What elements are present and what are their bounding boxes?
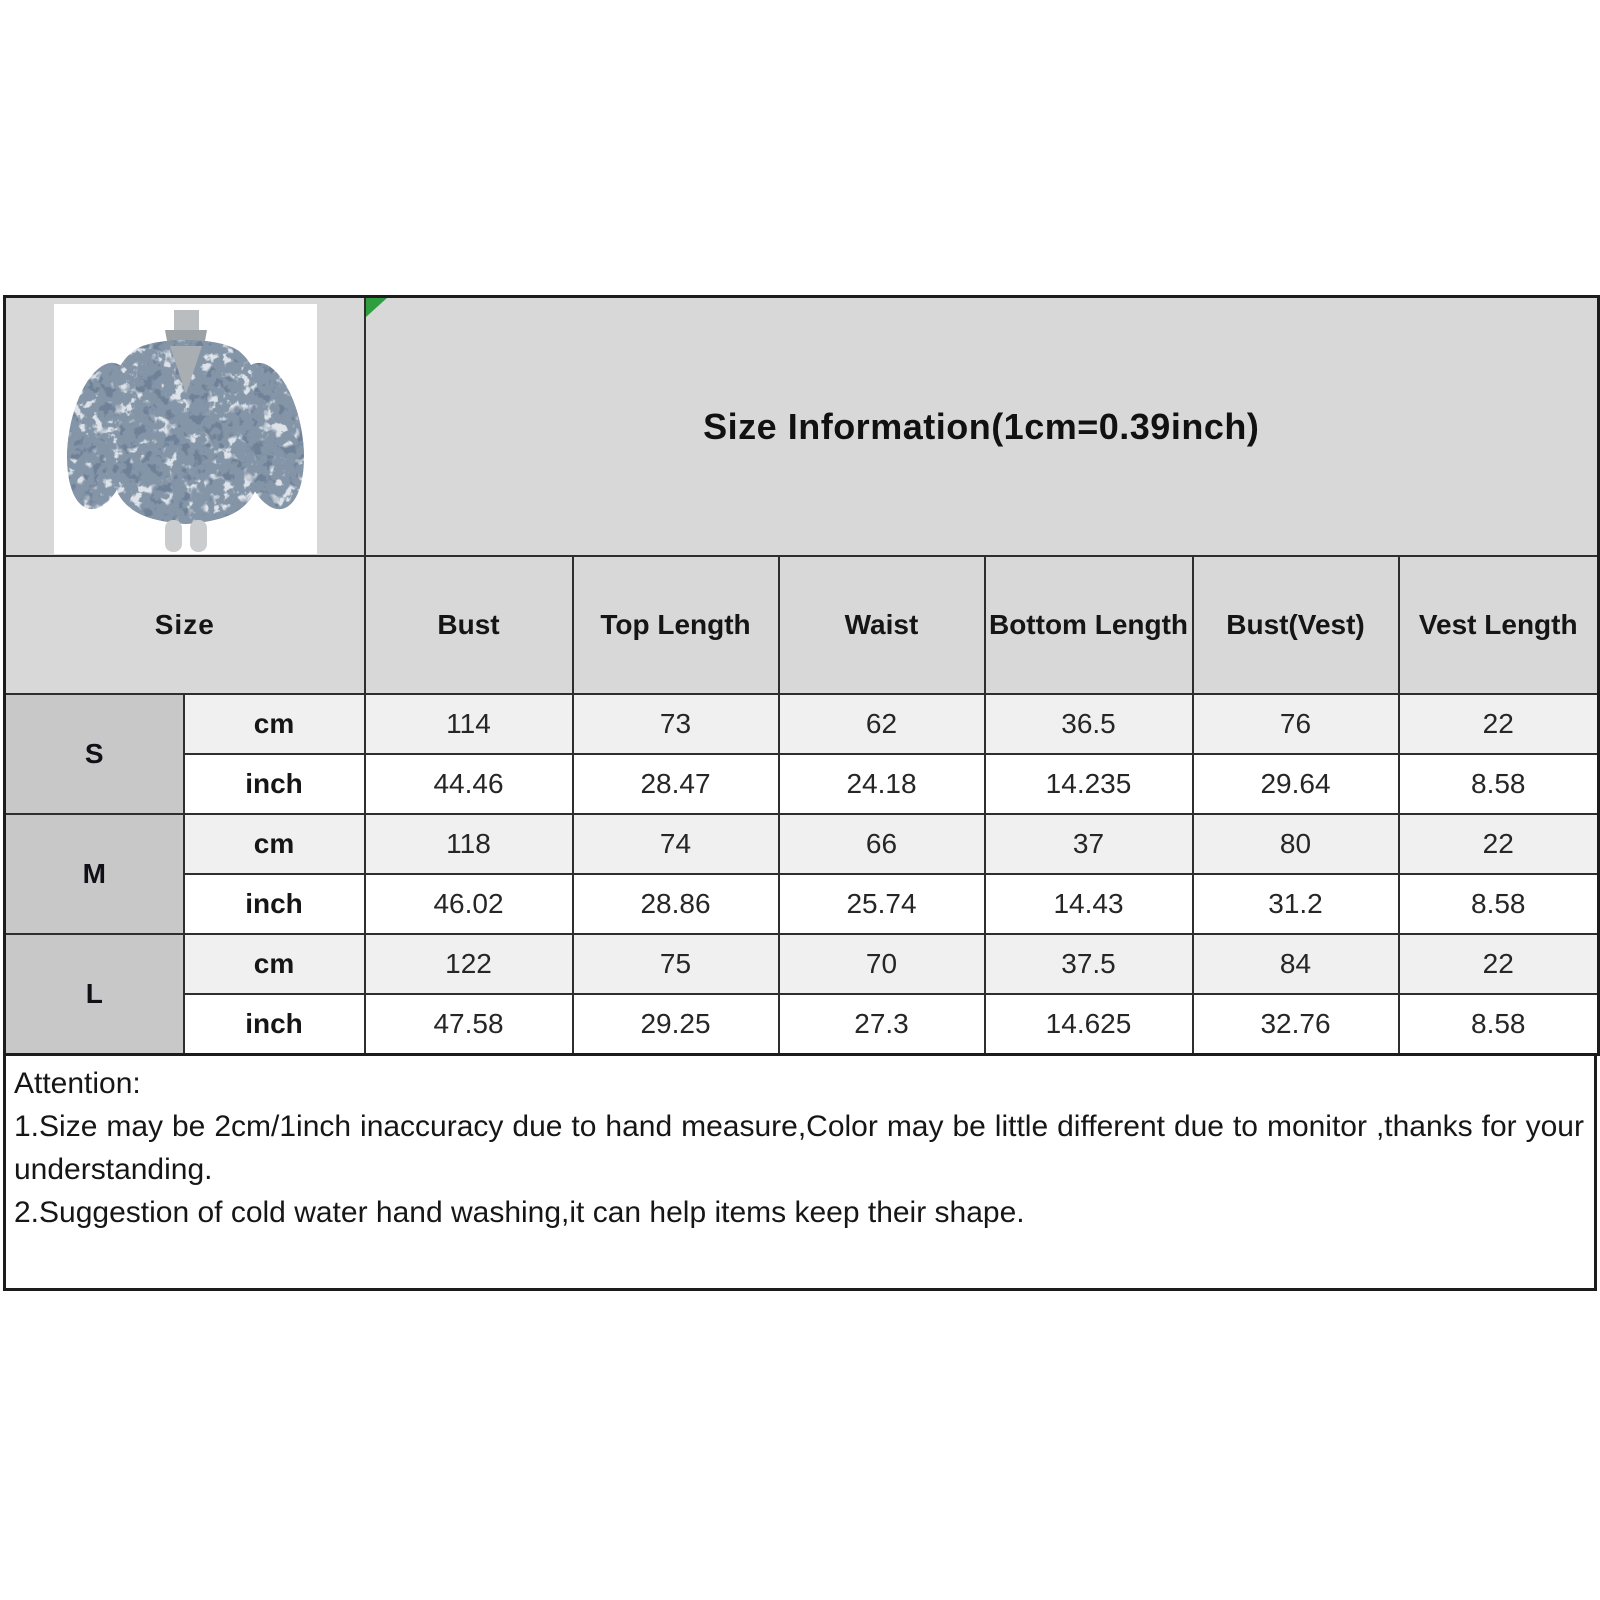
value-cell: 22 <box>1399 934 1599 994</box>
value-cell: 14.625 <box>985 994 1193 1055</box>
value-cell: 44.46 <box>365 754 573 814</box>
column-header-waist: Waist <box>779 556 985 694</box>
value-cell: 37.5 <box>985 934 1193 994</box>
value-cell: 22 <box>1399 694 1599 754</box>
value-cell: 73 <box>573 694 779 754</box>
column-header-bottom-length: Bottom Length <box>985 556 1193 694</box>
table-row-m-cm <box>5 814 1599 874</box>
value-cell: 14.235 <box>985 754 1193 814</box>
value-cell: 114 <box>365 694 573 754</box>
table-row-m-inch <box>5 874 1599 934</box>
value-cell: 70 <box>779 934 985 994</box>
column-header-bust-vest: Bust(Vest) <box>1193 556 1399 694</box>
value-cell: 46.02 <box>365 874 573 934</box>
value-cell: 76 <box>1193 694 1399 754</box>
unit-label-inch: inch <box>184 754 365 814</box>
column-header-vest-length: Vest Length <box>1399 556 1599 694</box>
value-cell: 31.2 <box>1193 874 1399 934</box>
value-cell: 66 <box>779 814 985 874</box>
unit-label-inch: inch <box>184 994 365 1055</box>
size-column-header: Size <box>5 556 365 694</box>
outfit-image <box>54 304 317 554</box>
attention-line-1: 1.Size may be 2cm/1inch inaccuracy due to hand measure,Color may be little different due to monitor ,thanks for your understanding. <box>14 1110 1584 1186</box>
attention-note <box>3 1056 1597 1291</box>
value-cell: 22 <box>1399 814 1599 874</box>
unit-label-inch: inch <box>184 874 365 934</box>
unit-label-cm: cm <box>184 934 365 994</box>
product-photo-cell <box>5 297 365 557</box>
table-row-s-inch <box>5 754 1599 814</box>
page-title: Size Information(1cm=0.39inch) <box>703 405 1260 447</box>
value-cell: 37 <box>985 814 1193 874</box>
value-cell: 28.47 <box>573 754 779 814</box>
table-row-s-cm <box>5 694 1599 754</box>
column-header-bust: Bust <box>365 556 573 694</box>
value-cell: 29.64 <box>1193 754 1399 814</box>
value-cell: 29.25 <box>573 994 779 1055</box>
size-row-label-s: S <box>5 694 184 814</box>
cell-corner-marker-icon <box>366 298 387 317</box>
title-cell <box>365 297 1599 557</box>
attention-heading: Attention: <box>14 1067 141 1100</box>
table-row-l-cm <box>5 934 1599 994</box>
value-cell: 32.76 <box>1193 994 1399 1055</box>
value-cell: 8.58 <box>1399 874 1599 934</box>
product-photo <box>54 304 317 554</box>
value-cell: 25.74 <box>779 874 985 934</box>
attention-line-2: 2.Suggestion of cold water hand washing,it can help items keep their shape. <box>14 1196 1025 1229</box>
unit-label-cm: cm <box>184 694 365 754</box>
value-cell: 122 <box>365 934 573 994</box>
table-row-l-inch <box>5 994 1599 1055</box>
value-cell: 75 <box>573 934 779 994</box>
size-table <box>3 295 1600 1056</box>
size-row-label-l: L <box>5 934 184 1055</box>
value-cell: 84 <box>1193 934 1399 994</box>
column-header-top-length: Top Length <box>573 556 779 694</box>
value-cell: 62 <box>779 694 985 754</box>
value-cell: 80 <box>1193 814 1399 874</box>
size-row-label-m: M <box>5 814 184 934</box>
value-cell: 27.3 <box>779 994 985 1055</box>
value-cell: 14.43 <box>985 874 1193 934</box>
unit-label-cm: cm <box>184 814 365 874</box>
value-cell: 8.58 <box>1399 994 1599 1055</box>
size-chart-sheet <box>3 295 1597 1291</box>
value-cell: 24.18 <box>779 754 985 814</box>
value-cell: 8.58 <box>1399 754 1599 814</box>
value-cell: 118 <box>365 814 573 874</box>
value-cell: 36.5 <box>985 694 1193 754</box>
value-cell: 74 <box>573 814 779 874</box>
value-cell: 47.58 <box>365 994 573 1055</box>
value-cell: 28.86 <box>573 874 779 934</box>
